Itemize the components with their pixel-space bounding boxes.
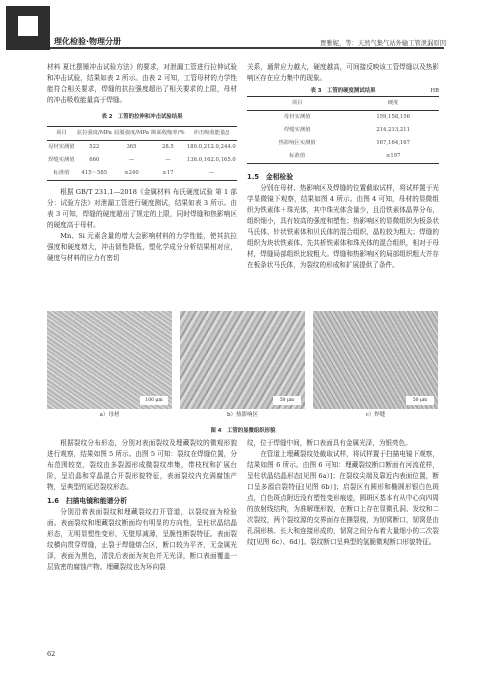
table-row (47, 154, 237, 167)
table-header: 抗拉强度/MPa (76, 127, 113, 141)
table-cell: — (186, 167, 237, 181)
paragraph: 关系，通常应力越大，硬度越高，可间接反映该工管焊缝以及热影响区存在应力集中的现象。 (247, 63, 439, 82)
table-cell: 159,158,156 (376, 114, 411, 120)
table-cell: 28.5 (161, 144, 174, 150)
table-cell: 415～585 (76, 167, 113, 181)
section-heading-1-5: 1.5 金相检验 (247, 173, 294, 181)
table-2 (47, 126, 237, 181)
table-3-unit: HB (430, 88, 439, 94)
table-3-caption: 表 3 工管的硬度测试结果 (310, 88, 376, 94)
table-cell: 180.0,212.0,244.0 (186, 144, 236, 150)
paragraph: 材料 夏比摆锤冲击试验方法》的要求，对泄漏工管进行拉伸试验和冲击试验，结果如表 2 所示。由表 2 可知，工管母材的力学性能符合相关要求，焊缝的抗拉强度超出了相关要求的上限，母材的冲击吸收能量高于焊缝。 (47, 63, 237, 104)
paragraph: 分别在母材、热影响区及焊缝的位置截取试样，将试样置于光学显微镜下观察，结果如图 4 所示。由图 4 可知，母材的显微组织为铁素体＋珠光体，其中珠光体含量少，且沿铁素体晶界分布，组织细小，具有较高的强度和塑性；热影响区的显微组织为板条状马氏体、针状铁素体和贝氏体的混合组织，晶粒较为粗大；焊缝的组织为块状铁素体、先共析铁素体和珠光体的混合组织，相对于母材，焊缝局部组织比较粗大。焊缝和热影响区的局部组织粗大并存在板条状马氏体，为裂纹的形成和扩展提供了条件。 (247, 184, 439, 269)
running-title: 贾雅妮，等：天然气集气站外输工管泄漏原因 (320, 40, 446, 47)
section-heading-1-6: 1.6 扫描电镜和能谱分析 (47, 497, 128, 505)
table-header: 项目 (47, 127, 76, 141)
scale-bar: 50 μm (406, 396, 434, 405)
table-cell: ≥17 (150, 167, 186, 181)
table-cell: ≤197 (347, 150, 439, 164)
table-header: 冲击吸收能量/J (186, 127, 237, 141)
table-cell: 522 (89, 144, 100, 150)
scale-bar: 100 μm (140, 396, 168, 405)
micrograph-base-metal (47, 311, 172, 409)
header-rule (50, 47, 444, 49)
table-cell: 母材实测值 (48, 144, 75, 150)
table-row (47, 141, 237, 155)
table-header: 断面收缩率/% (150, 127, 186, 141)
micrograph-weld (313, 311, 438, 409)
table-2-caption: 表 2 工管的拉伸和冲击试验结果 (101, 114, 183, 120)
table-cell: 660 (89, 157, 100, 163)
table-cell: — (165, 157, 171, 163)
paragraph: 分别沿着表面裂纹和埋藏裂纹打开管道，以裂纹面为检验面。表面裂纹和埋藏裂纹断面均有明显的方向性，呈柱状晶结晶形态，无明显塑性变形，无壁厚减薄，呈脆性断裂特征。表面裂纹横向贯穿焊缝，止裂于焊缝熔合区，断口较为平齐，无金属光泽，表面为黑色，清洗后表面为灰色并无光泽，断口表面覆盖一层致密的腐蚀产物。埋藏裂纹也为环向裂 (47, 508, 237, 571)
figure-4-caption: 图 4 工管的显微组织形貌 (210, 428, 276, 434)
scale-bar: 50 μm (273, 396, 301, 405)
panel-label: b）热影响区 (226, 412, 259, 418)
right-column-bottom (247, 438, 439, 548)
table-cell: 365 (126, 144, 137, 150)
left-column-bottom (47, 438, 237, 573)
table-header: 硬度 (347, 97, 439, 111)
table-cell: 热影响区实测值 (278, 140, 316, 146)
right-column-top (247, 62, 439, 271)
table-3-caption-row (247, 86, 439, 94)
table-header: 屈服强度/MPa (113, 127, 150, 141)
paragraph: 纹，位于焊缝中间，断口表面具有金属光泽，为银亮色。 (247, 439, 412, 447)
table-cell: 标准值 (47, 167, 76, 181)
table-row (247, 124, 439, 137)
table-row (247, 137, 439, 150)
panel-label: c）焊缝 (365, 412, 386, 418)
table-cell: 母材实测值 (283, 114, 311, 120)
table-cell: 焊缝实测值 (283, 127, 311, 133)
panel-label: a）母材 (99, 412, 120, 418)
table-cell: — (128, 157, 135, 163)
page-number: 62 (47, 650, 56, 658)
paragraph: Mn、Si 元素含量的增大会影响材料的力学性能，使其抗拉强度和硬度增大，冲击韧性降低，塑化学成分分析结果相对应，硬度与材料的应力有密切 (47, 232, 237, 262)
table-cell: ≥240 (113, 167, 150, 181)
table-cell: 焊缝实测值 (48, 157, 75, 163)
paragraph: 在管道上埋藏裂纹处截取试样，将试样置于扫描电镜下观察，结果如图 6 所示。由图 6 可知：埋藏裂纹断口断面有河流花样，呈柱状晶结晶形态[见图 6a）]；在裂纹尖端及靠近内表面位置，断口呈多源启裂特征[见图 6b）]；启裂区有圆形和椭圆形银白色斑点，白色斑点附近没有塑性变形痕迹，圆斑区基本有从中心向四周的放射线结构，为准解理形貌，在断口上存在显微孔洞、发纹和二次裂纹，两个裂纹源的交界面存在撕裂棱，为韧窝断口，韧窝是由孔洞形核、长大和连接形成的，韧窝之间分布着大量细小的二次裂纹[见图 6c）、6d）]。裂纹断口呈典型的氢脆微观断口形貌特征。 (247, 450, 439, 546)
paragraph: 根据 GB/T 231.1—2018《金属材料 布氏硬度试验 第 1 部分：试验方法》对泄漏工管进行硬度测试，结果如表 3 所示。由表 3 可知，焊缝的硬度超出了规定的上限，同时焊缝和热影响区的硬度高于母材。 (47, 188, 237, 229)
table-cell: 标准值 (247, 150, 347, 164)
figure-4 (47, 311, 439, 421)
journal-logo (6, 6, 50, 50)
table-cell: 167,164,167 (376, 140, 411, 146)
journal-name: 理化检验·物理分册 (54, 37, 122, 46)
table-cell: 214,213,211 (376, 127, 411, 133)
micrograph-heat-affected-zone (180, 311, 305, 409)
table-row (247, 150, 439, 164)
table-cell: 136.0,162.0,165.0 (186, 157, 236, 163)
left-column-top (47, 62, 237, 264)
paragraph: 根据裂纹分布形态，分别对表面裂纹及埋藏裂纹的微观形貌进行观察，结果如图 5 所示。由图 5 可知：裂纹在焊缝位置，分布范围较宽，裂纹由多裂源形成微裂纹串集，带枝杈和扩展台阶，呈沿晶和穿晶混合开裂形貌特征，表面裂纹内充满腐蚀产物，呈典型的延迟裂纹形态。 (47, 439, 237, 491)
table-row (247, 111, 439, 125)
table-row (47, 167, 237, 181)
page-header (0, 0, 480, 56)
table-header: 项目 (247, 97, 347, 111)
table-3 (247, 96, 439, 164)
